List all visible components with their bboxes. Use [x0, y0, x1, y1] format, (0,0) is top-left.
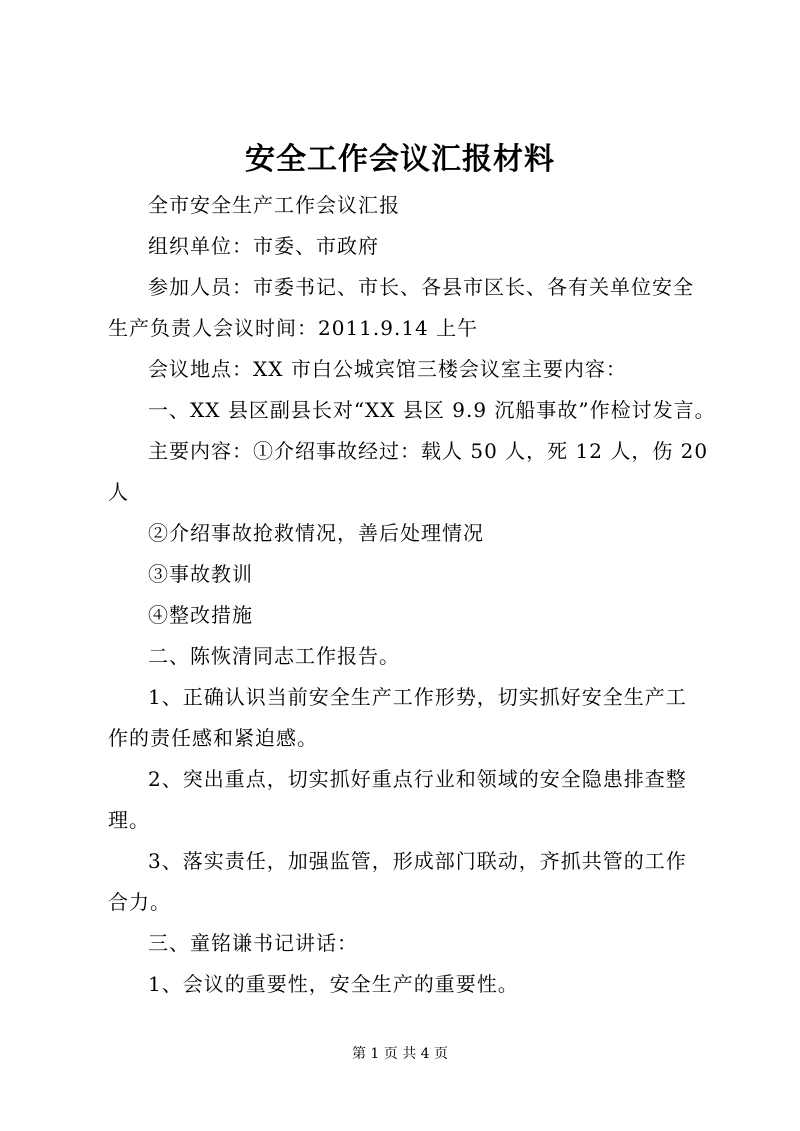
paragraph-line: 1、会议的重要性，安全生产的重要性。	[148, 972, 519, 996]
page-footer: 第 1 页 共 4 页	[351, 1046, 449, 1062]
paragraph-line: 生产负责人会议时间：2011.9.14 上午	[108, 316, 479, 340]
paragraph-line: 理。	[108, 808, 150, 832]
paragraph-line: 主要内容：①介绍事故经过：载人 50 人，死 12 人，伤 20	[148, 439, 709, 463]
paragraph-line: 作的责任感和紧迫感。	[108, 726, 318, 750]
paragraph-line: 人	[108, 480, 129, 504]
paragraph-line: ④整改措施	[148, 603, 253, 627]
paragraph-line: 参加人员：市委书记、市长、各县市区长、各有关单位安全	[148, 275, 694, 299]
paragraph-line: ③事故教训	[148, 562, 253, 586]
paragraph-line: 会议地点：XX 市白公城宾馆三楼会议室主要内容：	[148, 357, 627, 381]
paragraph-line: 三、童铭谦书记讲话：	[148, 931, 358, 955]
paragraph-line: 2、突出重点，切实抓好重点行业和领域的安全隐患排查整	[148, 767, 687, 791]
paragraph-line: 一、XX 县区副县长对“XX 县区 9.9 沉船事故”作检讨发言。	[148, 398, 716, 422]
paragraph-line: ②介绍事故抢救情况，善后处理情况	[148, 521, 484, 545]
paragraph-line: 1、正确认识当前安全生产工作形势，切实抓好安全生产工	[148, 685, 687, 709]
document-title: 安全工作会议汇报材料	[245, 142, 555, 177]
paragraph-line: 3、落实责任，加强监管，形成部门联动，齐抓共管的工作	[148, 849, 687, 873]
paragraph-line: 全市安全生产工作会议汇报	[148, 193, 400, 217]
paragraph-line: 组织单位：市委、市政府	[148, 234, 379, 258]
paragraph-line: 二、陈恢清同志工作报告。	[148, 644, 400, 668]
paragraph-line: 合力。	[108, 890, 171, 914]
